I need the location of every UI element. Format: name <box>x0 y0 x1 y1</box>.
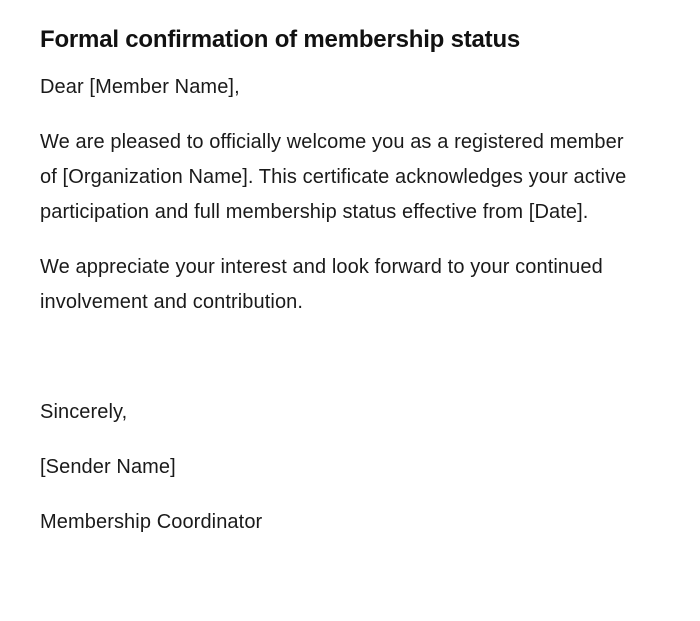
signature-spacer <box>40 340 640 395</box>
letter-document <box>40 22 640 560</box>
salutation: Dear [Member Name], <box>40 76 240 98</box>
sender-role: Membership Coordinator <box>40 511 263 533</box>
closing-line: Sincerely, <box>40 401 128 423</box>
sender-name: [Sender Name] <box>40 456 176 478</box>
body-paragraph-appreciation: We appreciate your interest and look forward to your continued involvement and contribution. <box>40 256 603 313</box>
body-paragraph-welcome: We are pleased to officially welcome you as a registered member of [Organization Name]. This certificate acknowledges your active participation and full membership status effective from [Date]. <box>40 131 627 223</box>
letter-title: Formal confirmation of membership status <box>40 26 521 53</box>
